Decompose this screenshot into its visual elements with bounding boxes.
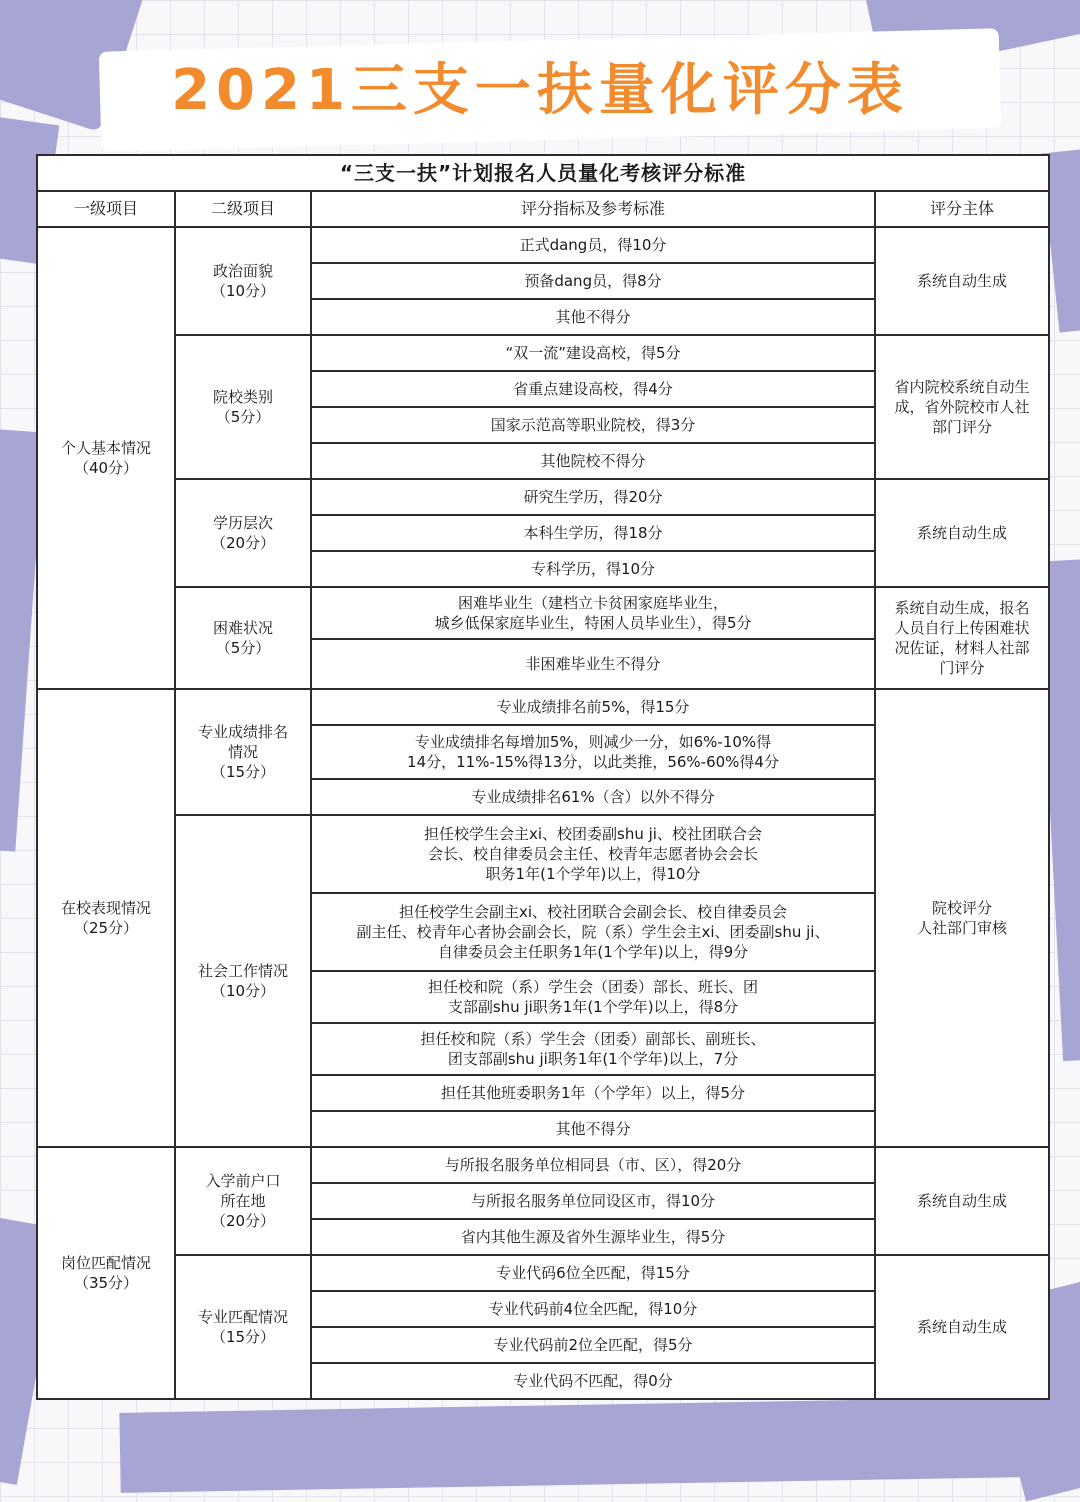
criterion: “双一流”建设高校，得5分	[311, 335, 875, 371]
criterion: 其他不得分	[311, 1111, 875, 1147]
criterion: 其他不得分	[311, 299, 875, 335]
scoring-subject: 系统自动生成	[875, 479, 1049, 587]
scoring-table	[36, 154, 1050, 1400]
criterion: 研究生学历，得20分	[311, 479, 875, 515]
primary-item: 岗位匹配情况 （35分）	[37, 1147, 175, 1399]
page-title: 2021三支一扶量化评分表	[171, 58, 909, 123]
criterion: 国家示范高等职业院校，得3分	[311, 407, 875, 443]
secondary-item: 专业匹配情况 （15分）	[175, 1255, 311, 1399]
criterion: 担任校和院（系）学生会（团委）部长、班长、团 支部副shu ji职务1年(1个学年)以上，得8分	[311, 971, 875, 1023]
secondary-item: 学历层次 （20分）	[175, 479, 311, 587]
criterion: 担任校学生会主xi、校团委副shu ji、校社团联合会 会长、校自律委员会主任、校青年志愿者协会会长 职务1年(1个学年)以上，得10分	[311, 815, 875, 893]
criterion: 非困难毕业生不得分	[311, 639, 875, 689]
criterion: 专业成绩排名前5%，得15分	[311, 689, 875, 725]
secondary-item: 院校类别 （5分）	[175, 335, 311, 479]
criterion: 省内其他生源及省外生源毕业生，得5分	[311, 1219, 875, 1255]
scoring-subject: 省内院校系统自动生 成，省外院校市人社 部门评分	[875, 335, 1049, 479]
scoring-subject: 系统自动生成	[875, 1255, 1049, 1399]
secondary-item: 入学前户口 所在地 （20分）	[175, 1147, 311, 1255]
criterion: 专科学历，得10分	[311, 551, 875, 587]
criterion: 与所报名服务单位同设区市，得10分	[311, 1183, 875, 1219]
criterion: 其他院校不得分	[311, 443, 875, 479]
scoring-subject: 系统自动生成	[875, 1147, 1049, 1255]
secondary-item: 社会工作情况 （10分）	[175, 815, 311, 1147]
criterion: 正式dang员，得10分	[311, 227, 875, 263]
criterion: 专业成绩排名61%（含）以外不得分	[311, 779, 875, 815]
scoring-subject: 院校评分 人社部门审核	[875, 689, 1049, 1147]
criterion: 担任校和院（系）学生会（团委）副部长、副班长、 团支部副shu ji职务1年(1个学年)以上，7分	[311, 1023, 875, 1075]
criterion: 专业代码前4位全匹配，得10分	[311, 1291, 875, 1327]
secondary-item: 政治面貌 （10分）	[175, 227, 311, 335]
criterion: 担任校学生会副主xi、校社团联合会副会长、校自律委员会 副主任、校青年心者协会副会长，院（系）学生会主xi、团委副shu ji、 自律委员会主任职务1年(1个学年)以上，得9分	[311, 893, 875, 971]
criterion: 专业代码前2位全匹配，得5分	[311, 1327, 875, 1363]
secondary-item: 困难状况 （5分）	[175, 587, 311, 689]
table-caption: “三支一扶”计划报名人员量化考核评分标准	[37, 155, 1049, 191]
secondary-item: 专业成绩排名 情况 （15分）	[175, 689, 311, 815]
column-header: 评分主体	[875, 191, 1049, 227]
criterion: 与所报名服务单位相同县（市、区），得20分	[311, 1147, 875, 1183]
column-header: 评分指标及参考标准	[311, 191, 875, 227]
column-header: 二级项目	[175, 191, 311, 227]
scoring-subject: 系统自动生成，报名 人员自行上传困难状 况佐证，材料人社部 门评分	[875, 587, 1049, 689]
criterion: 预备dang员，得8分	[311, 263, 875, 299]
decor-shape	[119, 1397, 1020, 1493]
criterion: 专业代码不匹配，得0分	[311, 1363, 875, 1399]
column-header: 一级项目	[37, 191, 175, 227]
criterion: 本科生学历，得18分	[311, 515, 875, 551]
criterion: 担任其他班委职务1年（个学年）以上，得5分	[311, 1075, 875, 1111]
primary-item: 个人基本情况 （40分）	[37, 227, 175, 689]
scoring-subject: 系统自动生成	[875, 227, 1049, 335]
criterion: 省重点建设高校，得4分	[311, 371, 875, 407]
criterion: 困难毕业生（建档立卡贫困家庭毕业生， 城乡低保家庭毕业生，特困人员毕业生），得5分	[311, 587, 875, 639]
criterion: 专业成绩排名每增加5%，则减少一分，如6%-10%得 14分，11%-15%得13分，以此类推，56%-60%得4分	[311, 725, 875, 779]
criterion: 专业代码6位全匹配，得15分	[311, 1255, 875, 1291]
primary-item: 在校表现情况 （25分）	[37, 689, 175, 1147]
